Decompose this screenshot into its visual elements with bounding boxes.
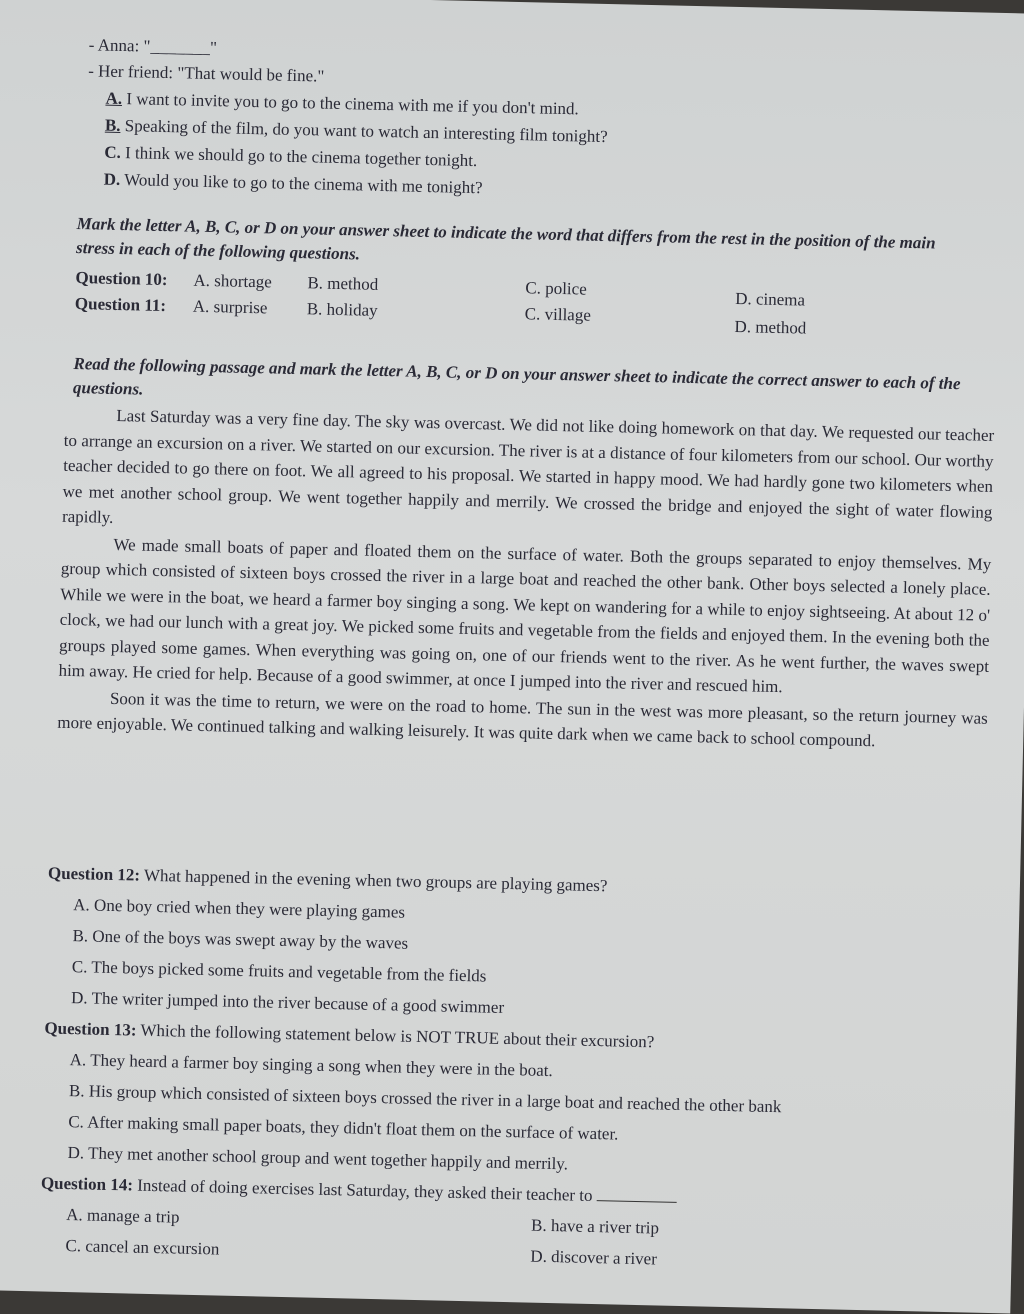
reading-instruction: Read the following passage and mark the letter A, B, C, or D on your answer sheet to indicate the correct answer to each of the questions. [72,353,961,399]
option-b: B. Speaking of the film, do you want to watch an interesting film tonight? [104,115,608,147]
q13-option-c: C. After making small paper boats, they didn't float them on the surface of water. [68,1112,619,1144]
q14-option-b: B. have a river trip [530,1215,660,1238]
reading-passage [57,402,994,758]
dialogue [88,32,325,89]
option-c: C. I think we should go to the cinema together tonight. [104,142,478,171]
passage-paragraph-1: Last Saturday was a very fine day. The sky was overcast. We did not like doing homework on that day. We requested our teacher to arrange an excursion on a river. We started on our excursion. The river is at a distance of four kilometers from our school. Our worthy teacher decided to go there on foot. We all agreed to his proposal. We started in happy mood. We had hardly gone two kilometers when we met another school group. We went together happily and merrily. We crossed the bridge and enjoyed the sight of water flowing rapidly. [61,405,995,527]
dialogue-options [103,85,608,204]
option-d: D. Would you like to go to the cinema with me tonight? [103,169,483,198]
q11-option-d: D. method [734,316,807,338]
stress-instruction: Mark the letter A, B, C, or D on your answer sheet to indicate the word that differs from the rest in the position of the main stress in each of the following questions. [75,214,936,264]
q10-option-d: D. cinema [734,288,806,310]
question-12: Question 12: What happened in the evening when two groups are playing games? [47,863,608,896]
q12-option-c: C. The boys picked some fruits and vegetable from the fields [71,957,487,986]
q14-option-a: A. manage a trip [66,1205,180,1227]
passage-paragraph-3: Soon it was the time to return, we were on the road to home. The sun in the west was more pleasant, so the return journey was more enjoyable. We continued talking and walking leisurely. It was quite dark when we came back to school compound. [57,688,988,751]
option-a: A. I want to invite you to go to the cinema with me if you don't mind. [105,88,580,119]
answer-blank [597,1200,677,1203]
q13-option-a: A. They heard a farmer boy singing a song when they were in the boat. [69,1050,553,1081]
dialogue-line-anna: - Anna: "_______" [88,35,218,58]
q14-option-c: C. cancel an excursion [65,1236,220,1259]
comprehension-questions [39,858,998,1282]
passage-paragraph-2: We made small boats of paper and floated them on the surface of water. Both the groups separated to enjoy themselves. My group which consisted of sixteen boys crossed the river in a large boat and reached the other bank. Other boys selected a lonely place. While we were in the boat, we heard a farmer boy singing a song. We kept on wandering for a while to enjoy sightseeing. At about 12 o' clock, we had our lunch with a great joy. We picked some fruits and vegetable from the fields and enjoyed them. In the evening both the groups played some games. When everything was going on, one of our friends went to the river. As he went further, the waves swept him away. He cried for help. Because of a good swimmer, at once I jumped into the river and rescued him. [58,534,992,697]
q12-option-d: D. The writer jumped into the river because of a good swimmer [70,988,505,1017]
q12-option-a: A. One boy cried when they were playing games [73,895,406,922]
dialogue-line-friend: - Her friend: "That would be fine." [87,61,325,86]
q10-option-b: B. method [307,273,379,294]
q11-option-b: B. holiday [306,299,378,320]
q13-option-d: D. They met another school group and went together happily and merrily. [67,1143,569,1174]
q14-option-d: D. discover a river [530,1246,658,1269]
q12-option-b: B. One of the boys was swept away by the waves [72,926,409,953]
question-14: Question 14: Instead of doing exercises last Saturday, they asked their teacher to [41,1167,991,1220]
q10-option-a: A. shortage [193,270,273,292]
question-10-label: Question 10: [75,268,168,290]
question-11-label: Question 11: [74,294,167,316]
q11-option-c: C. village [524,304,592,325]
q10-option-c: C. police [525,278,587,299]
q11-option-a: A. surprise [192,296,268,318]
q13-option-b: B. His group which consisted of sixteen boys crossed the river in a large boat and reached the other bank [68,1081,782,1117]
question-13: Question 13: Which the following statement below is NOT TRUE about their excursion? [44,1018,655,1052]
